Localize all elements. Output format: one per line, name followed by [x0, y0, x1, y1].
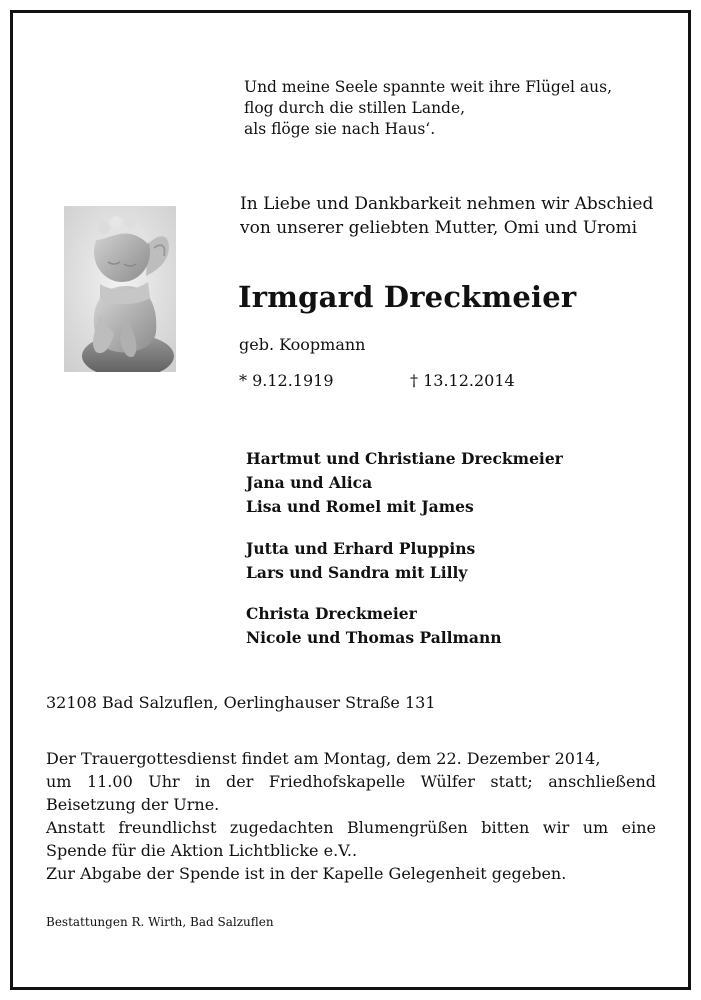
- notice-line: Zur Abgabe der Spende ist in der Kapelle Gelegenheit gegeben.: [46, 864, 567, 883]
- intro-line: In Liebe und Dankbarkeit nehmen wir Abschied: [240, 194, 654, 214]
- mourners-group: [246, 447, 563, 519]
- notice-line: um 11.00 Uhr in der Friedhofskapelle Wülfer statt; anschließend: [46, 772, 656, 791]
- mourners-group: [246, 602, 502, 650]
- deceased-name: Irmgard Dreckmeier: [238, 280, 577, 314]
- notice-line: Der Trauergottesdienst findet am Montag, dem 22. Dezember 2014,: [46, 749, 601, 768]
- undertaker-credit: Bestattungen R. Wirth, Bad Salzuflen: [46, 915, 274, 929]
- notice-line: Spende für die Aktion Lichtblicke e.V..: [46, 841, 358, 860]
- poem-line: als flöge sie nach Haus‘.: [244, 120, 436, 138]
- death-date: † 13.12.2014: [410, 371, 515, 390]
- mourner-line: Jana und Alica: [246, 473, 373, 492]
- maiden-name: geb. Koopmann: [239, 335, 366, 354]
- family-address: 32108 Bad Salzuflen, Oerlinghauser Straße 131: [46, 693, 436, 712]
- poem: [244, 77, 612, 140]
- mourner-line: Lars und Sandra mit Lilly: [246, 563, 468, 582]
- mourners-group: [246, 537, 475, 585]
- cherub-photo: [64, 206, 176, 372]
- mourner-line: Jutta und Erhard Pluppins: [246, 539, 476, 558]
- mourner-line: Lisa und Romel mit James: [246, 497, 474, 516]
- mourner-line: Christa Dreckmeier: [246, 604, 417, 623]
- mourner-line: Hartmut und Christiane Dreckmeier: [246, 449, 563, 468]
- poem-line: flog durch die stillen Lande,: [244, 99, 466, 117]
- poem-line: Und meine Seele spannte weit ihre Flügel aus,: [244, 78, 613, 96]
- birth-date: * 9.12.1919: [239, 371, 334, 390]
- service-notice: [46, 747, 656, 885]
- intro-line: von unserer geliebten Mutter, Omi und Uromi: [240, 218, 638, 238]
- notice-line: Anstatt freundlichst zugedachten Blumengrüßen bitten wir um eine: [46, 818, 656, 837]
- farewell-intro: [240, 192, 653, 240]
- notice-line: Beisetzung der Urne.: [46, 795, 220, 814]
- mourner-line: Nicole und Thomas Pallmann: [246, 628, 502, 647]
